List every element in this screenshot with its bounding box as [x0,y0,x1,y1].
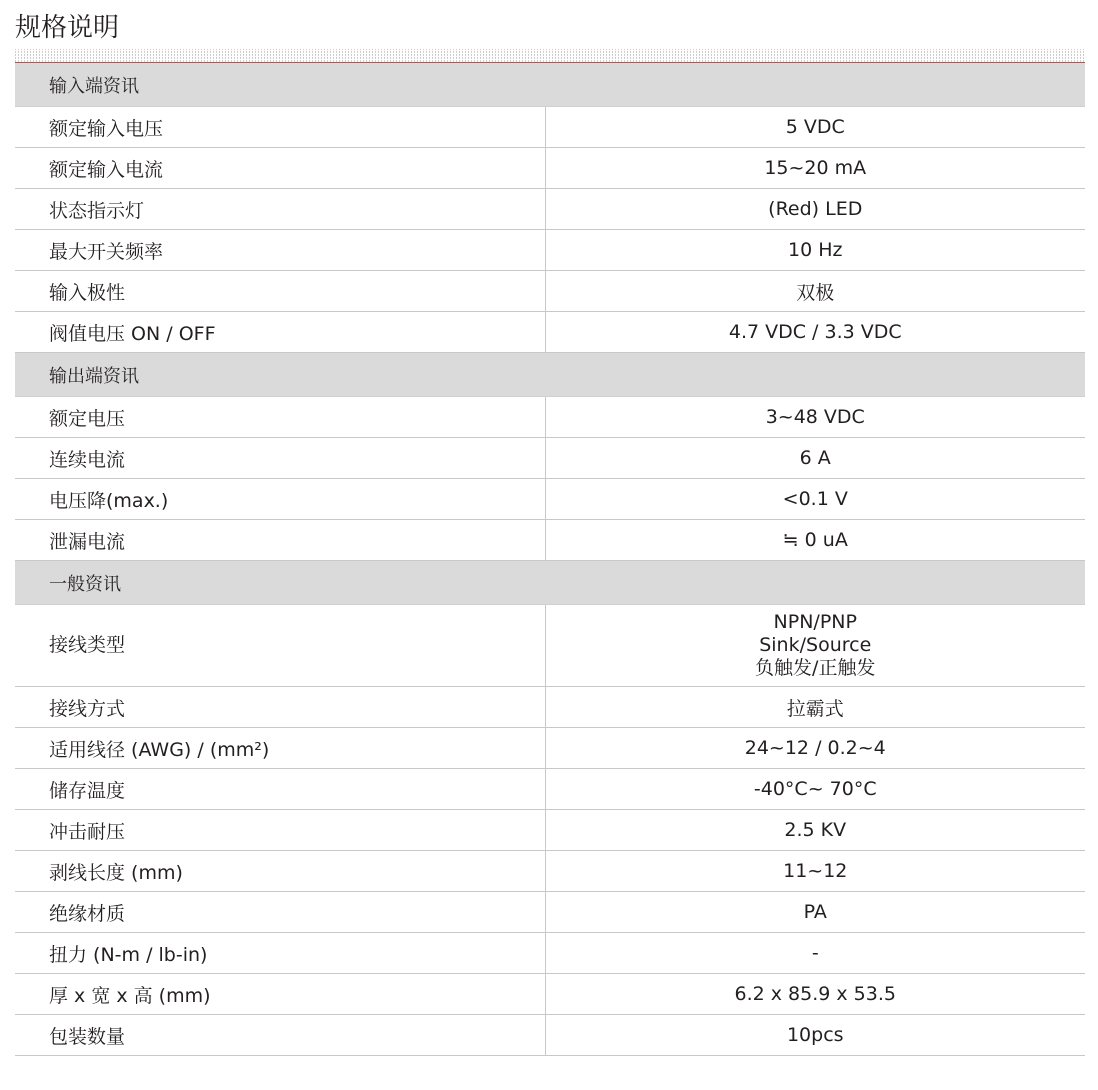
section-heading-row [15,561,1085,605]
spec-label: 泄漏电流 [15,520,545,561]
spec-row [15,728,1085,769]
spec-label: 最大开关频率 [15,230,545,271]
spec-label: 状态指示灯 [15,189,545,230]
spec-value-line: ≒ 0 uA [782,529,848,551]
spec-value-line: PA [803,901,827,923]
spec-value [545,974,1085,1015]
section-heading-row [15,63,1085,107]
spec-value-line: 双极 [796,281,835,304]
spec-value-line: 拉霸式 [786,697,844,720]
spec-label: 接线类型 [15,605,545,687]
spec-label: 包装数量 [15,1015,545,1056]
spec-value [545,687,1085,728]
spec-label: 厚 x 宽 x 高 (mm) [15,974,545,1015]
spec-value [545,933,1085,974]
spec-value-line: 3~48 VDC [765,406,865,428]
spec-row [15,769,1085,810]
page-title: 规格说明 [15,13,120,43]
spec-row [15,397,1085,438]
spec-value-line: 15~20 mA [764,157,867,179]
spec-label: 电压降(max.) [15,479,545,520]
spec-label: 额定输入电流 [15,148,545,189]
spec-value [545,148,1085,189]
spec-value-line: Sink/Source [759,634,872,656]
spec-value [545,851,1085,892]
section-heading-row [15,353,1085,397]
spec-value [545,520,1085,561]
spec-value-line: 5 VDC [785,116,845,138]
spec-row [15,687,1085,728]
spec-row [15,605,1085,687]
spec-value-line: NPN/PNP [773,611,857,633]
spec-value-line: -40°C~ 70°C [753,778,877,800]
spec-label: 剥线长度 (mm) [15,851,545,892]
spec-row [15,189,1085,230]
section-heading: 输入端资讯 [15,63,1085,107]
spec-value [545,107,1085,148]
spec-row [15,892,1085,933]
spec-row [15,810,1085,851]
spec-value [545,312,1085,353]
spec-label: 阀值电压 ON / OFF [15,312,545,353]
spec-row [15,312,1085,353]
spec-value [545,189,1085,230]
spec-value-line: (Red) LED [768,198,863,220]
spec-value-line: 6 A [799,447,831,469]
spec-row [15,520,1085,561]
spec-value-line: 11~12 [783,860,848,882]
spec-row [15,1015,1085,1056]
spec-value-line: 24~12 / 0.2~4 [744,737,886,759]
spec-label: 冲击耐压 [15,810,545,851]
spec-value [545,810,1085,851]
spec-value-line: 10pcs [786,1024,844,1046]
spec-row [15,974,1085,1015]
spec-value [545,892,1085,933]
spec-row [15,230,1085,271]
spec-value-line: 6.2 x 85.9 x 53.5 [734,983,896,1005]
spec-label: 额定电压 [15,397,545,438]
spec-row [15,438,1085,479]
spec-row [15,271,1085,312]
spec-table-body [15,63,1085,1056]
section-heading: 一般资讯 [15,561,1085,605]
spec-row [15,479,1085,520]
spec-value [545,230,1085,271]
spec-label: 接线方式 [15,687,545,728]
spec-value-line: 负触发/正触发 [755,657,876,679]
title-divider-pattern-overlay [15,49,1085,63]
spec-table [15,63,1085,1056]
spec-value [545,397,1085,438]
spec-row [15,107,1085,148]
spec-label: 适用线径 (AWG) / (mm²) [15,728,545,769]
spec-label: 额定输入电压 [15,107,545,148]
spec-row [15,933,1085,974]
spec-value-line: 2.5 KV [784,819,847,841]
spec-row [15,851,1085,892]
spec-value [545,769,1085,810]
spec-value [545,271,1085,312]
spec-value-line: 10 Hz [788,239,843,261]
spec-label: 扭力 (N-m / lb-in) [15,933,545,974]
spec-label: 储存温度 [15,769,545,810]
spec-value-line: <0.1 V [782,488,848,510]
spec-label: 输入极性 [15,271,545,312]
spec-value [545,1015,1085,1056]
spec-value [545,605,1085,687]
spec-value [545,479,1085,520]
spec-value [545,438,1085,479]
section-heading: 输出端资讯 [15,353,1085,397]
spec-row [15,148,1085,189]
spec-label: 连续电流 [15,438,545,479]
spec-label: 绝缘材质 [15,892,545,933]
spec-value-line: 4.7 VDC / 3.3 VDC [728,321,902,343]
spec-value-line: - [811,942,819,964]
spec-value [545,728,1085,769]
